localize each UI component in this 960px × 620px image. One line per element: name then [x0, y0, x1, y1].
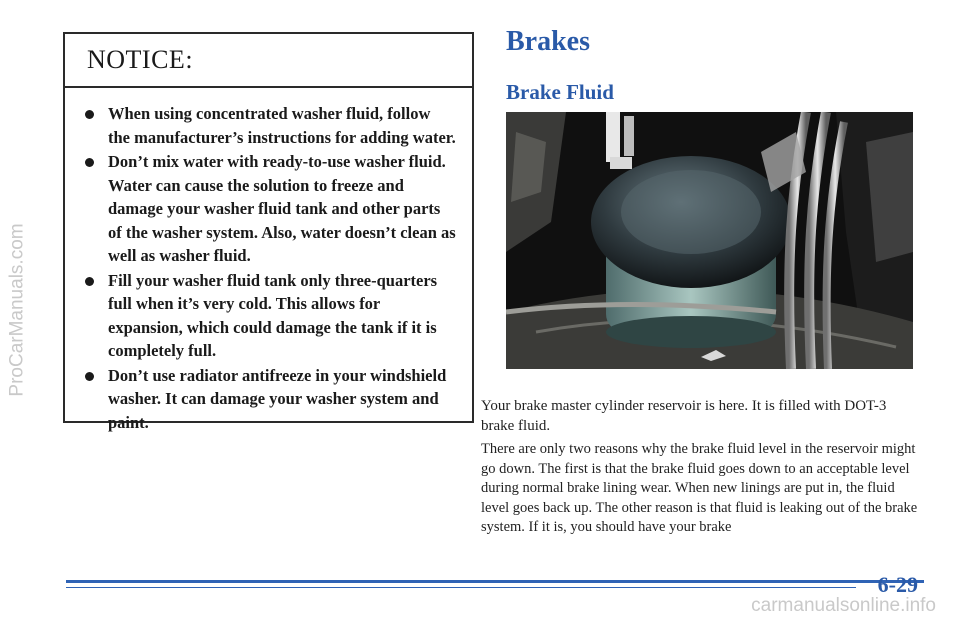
subsection-title: Brake Fluid	[506, 80, 614, 104]
notice-item-text: When using concentrated washer fluid, follow the manufacturer’s instructions for adding water.	[108, 104, 456, 147]
notice-item	[85, 102, 456, 149]
section-title: Brakes	[506, 26, 590, 57]
notice-item	[85, 364, 456, 435]
brake-reservoir-photo	[506, 112, 913, 369]
bullet-icon	[85, 372, 94, 381]
notice-heading: NOTICE:	[87, 45, 194, 74]
footer-rule	[66, 580, 924, 583]
paragraph-reservoir: Your brake master cylinder reservoir is here. It is filled with DOT-3 brake fluid.	[481, 398, 887, 434]
notice-item	[85, 150, 456, 268]
bullet-icon	[85, 110, 94, 119]
notice-header	[65, 34, 472, 88]
notice-item-text: Don’t use radiator antifreeze in your windshield washer. It can damage your washer system and paint.	[108, 365, 447, 432]
bullet-icon	[85, 277, 94, 286]
bullet-icon	[85, 158, 94, 167]
notice-item	[85, 269, 456, 363]
notice-box	[63, 32, 474, 432]
notice-item-text: Don’t mix water with ready-to-use washer fluid. Water can cause the solution to freeze and damage your washer fluid tank and other parts of the washer system. Also, water doesn’t clean as well as washer fluid.	[108, 152, 456, 265]
notice-list	[65, 88, 472, 434]
bottom-watermark: carmanualsonline.info	[751, 595, 936, 616]
footer-rule-thin	[66, 587, 856, 588]
paragraph-fluid-level: There are only two reasons why the brake fluid level in the reservoir might go down. The first is that the brake fluid goes down to an acceptable level during normal brake lining wear. When new linings are put in, the fluid level goes back up. The other reason is that fluid is leaking out of the brake system. If it is, you should have your brake	[481, 441, 918, 535]
side-watermark-text: ProCarManuals.com	[7, 223, 29, 397]
notice-item-text: Fill your washer fluid tank only three-quarters full when it’s very cold. This allows for expansion, which could damage the tank if it is completely full.	[108, 270, 438, 360]
page-number: 6-29	[877, 572, 918, 597]
side-watermark	[6, 40, 30, 580]
